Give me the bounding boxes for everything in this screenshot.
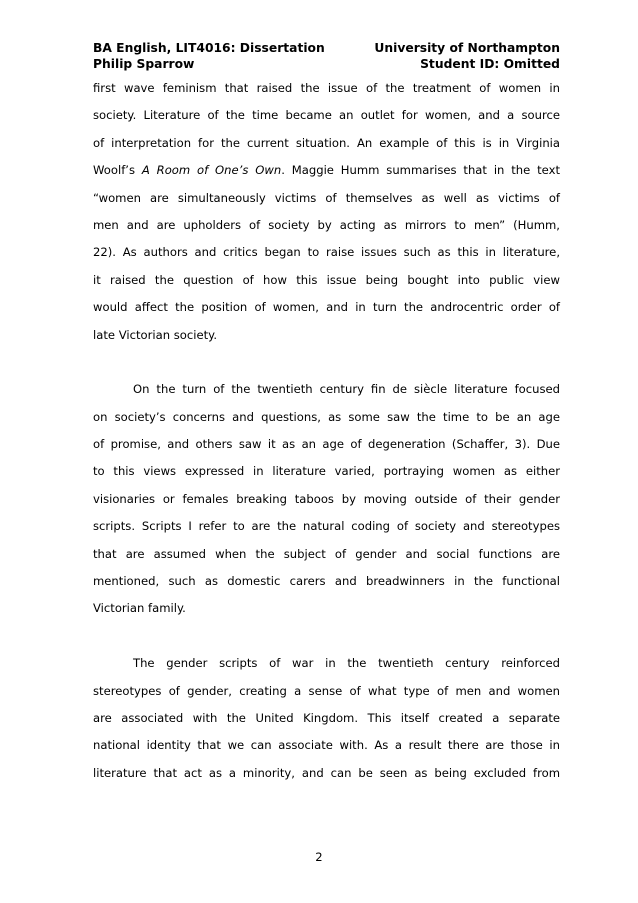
text-line: first wave feminism that raised the issue of the treatment of women in [93,81,560,95]
university-name: University of Northampton [374,41,560,55]
paragraph-1 [93,75,560,349]
paragraph-2 [93,376,560,623]
text-line: mentioned, such as domestic carers and breadwinners in the functional [93,574,560,589]
text-line: it raised the question of how this issue being bought into public view [93,272,560,287]
text-line: national identity that we can associate with. As a result there are those in [93,738,560,753]
text-line: On the turn of the twentieth century fin de siècle literature focused [133,382,560,397]
paragraph-3 [93,650,560,787]
text-line: society. Literature of the time became an outlet for women, and a source [93,108,560,123]
header-row-2 [93,56,560,72]
header-row-1 [93,40,560,56]
text-line: to this views expressed in literature varied, portraying women as either [93,464,560,479]
text-line [93,157,560,184]
text-line: 22). As authors and critics began to raise issues such as this in literature, [93,245,560,260]
student-id: Student ID: Omitted [420,57,560,71]
text-line: are associated with the United Kingdom. This itself created a separate [93,710,560,725]
text-line: The gender scripts of war in the twentieth century reinforced [133,656,560,671]
page-header [93,40,560,72]
course-title: BA English, LIT4016: Dissertation [93,41,325,55]
text-line: “women are simultaneously victims of themselves as well as victims of [93,190,560,205]
page-number: 2 [315,850,323,864]
text-line: men and are upholders of society by acting as mirrors to men” (Humm, [93,217,560,232]
text-segment: Woolf’s [93,163,142,178]
text-line: that are assumed when the subject of gender and social functions are [93,546,560,561]
paragraph-gap [93,349,560,376]
text-line: stereotypes of gender, creating a sense of what type of men and women [93,683,560,698]
book-title: A Room of One’s Own [141,163,282,178]
text-segment: . Maggie Humm summarises that in the text [281,163,560,178]
text-line: would affect the position of women, and in turn the androcentric order of [93,300,560,315]
text-line: late Victorian society. [93,327,218,342]
author-name: Philip Sparrow [93,57,195,71]
text-line: visionaries or females breaking taboos by moving outside of their gender [93,491,560,506]
text-line: of interpretation for the current situation. An example of this is in Virginia [93,135,560,150]
document-body [93,75,560,787]
text-line: scripts. Scripts I refer to are the natural coding of society and stereotypes [93,519,560,534]
text-line: Victorian family. [93,601,186,616]
text-line: on society’s concerns and questions, as some saw the time to be an age [93,409,560,424]
text-line: literature that act as a minority, and can be seen as being excluded from [93,765,560,780]
text-line: of promise, and others saw it as an age of degeneration (Schaffer, 3). Due [93,437,560,452]
paragraph-gap [93,623,560,650]
